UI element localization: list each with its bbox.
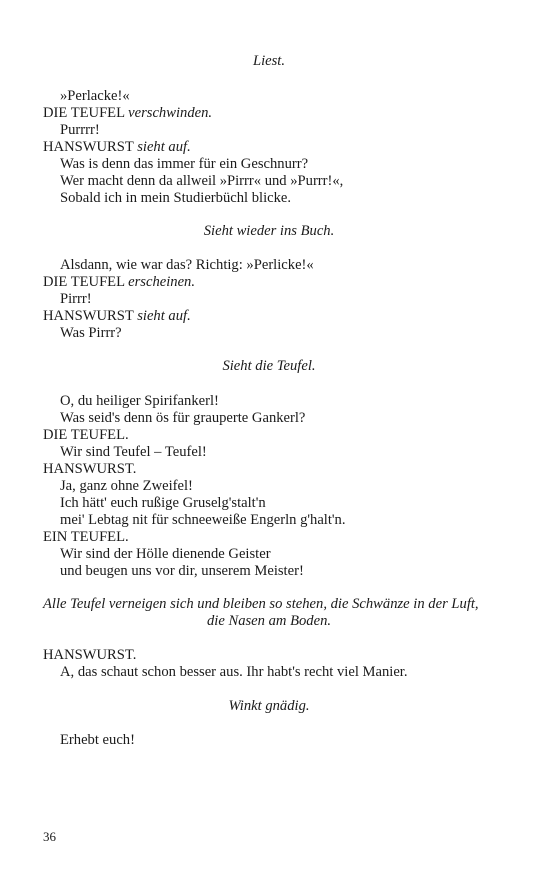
speaker-line xyxy=(43,138,191,156)
speaker-name: HANSWURST xyxy=(43,308,134,324)
speaker-line xyxy=(43,104,212,122)
stage-direction: Sieht die Teufel. xyxy=(222,358,316,374)
verse-line: und beugen uns vor dir, unserem Meister! xyxy=(60,563,304,579)
verse-line: Wir sind der Hölle dienende Geister xyxy=(60,546,271,562)
speaker-name: DIE TEUFEL xyxy=(43,105,125,121)
verse-line: A, das schaut schon besser aus. Ihr habt's recht viel Manier. xyxy=(60,664,408,680)
verse-line: Wer macht denn da allweil »Pirrr« und »Purrr!«, xyxy=(60,173,344,189)
speaker-line xyxy=(43,273,195,291)
stage-direction: Liest. xyxy=(252,53,286,69)
verse-line: Was is denn das immer für ein Geschnurr? xyxy=(60,156,309,172)
stage-direction: Alle Teufel verneigen sich und bleiben so stehen, die Schwänze in der Luft, xyxy=(43,596,479,612)
speaker-line: EIN TEUFEL. xyxy=(43,529,129,545)
verse-line: Sobald ich in mein Studierbüchl blicke. xyxy=(60,190,292,206)
verse-line: Alsdann, wie war das? Richtig: »Perlicke!« xyxy=(60,257,314,273)
verse-line: Was seid's denn ös für grauperte Gankerl? xyxy=(60,410,306,426)
speaker-name: HANSWURST xyxy=(43,139,134,155)
speaker-line: DIE TEUFEL. xyxy=(43,427,129,443)
verse-line: O, du heiliger Spirifankerl! xyxy=(60,393,219,409)
verse-line: Was Pirrr? xyxy=(60,325,122,341)
verse-line: Ja, ganz ohne Zweifel! xyxy=(60,478,193,494)
verse-line: Erhebt euch! xyxy=(60,732,135,748)
stage-direction: Winkt gnädig. xyxy=(228,698,310,714)
verse-line: mei' Lebtag nit für schneeweiße Engerln g'halt'n. xyxy=(60,512,346,528)
verse-line: »Perlacke!« xyxy=(60,88,130,104)
speaker-line: HANSWURST. xyxy=(43,461,137,477)
speaker-line: HANSWURST. xyxy=(43,647,137,663)
verse-line: Purrrr! xyxy=(60,122,100,138)
speaker-direction: erscheinen. xyxy=(128,274,196,290)
speaker-direction: sieht auf. xyxy=(137,308,191,324)
verse-line: Pirrr! xyxy=(60,291,92,307)
speaker-line xyxy=(43,307,191,325)
page-number: 36 xyxy=(43,829,56,844)
stage-direction: die Nasen am Boden. xyxy=(206,613,332,629)
verse-line: Ich hätt' euch rußige Gruselg'stalt'n xyxy=(60,495,266,511)
stage-direction: Sieht wieder ins Buch. xyxy=(203,223,335,239)
speaker-direction: verschwinden. xyxy=(128,105,213,121)
verse-line: Wir sind Teufel – Teufel! xyxy=(60,444,207,460)
speaker-name: DIE TEUFEL xyxy=(43,274,125,290)
speaker-direction: sieht auf. xyxy=(137,139,191,155)
